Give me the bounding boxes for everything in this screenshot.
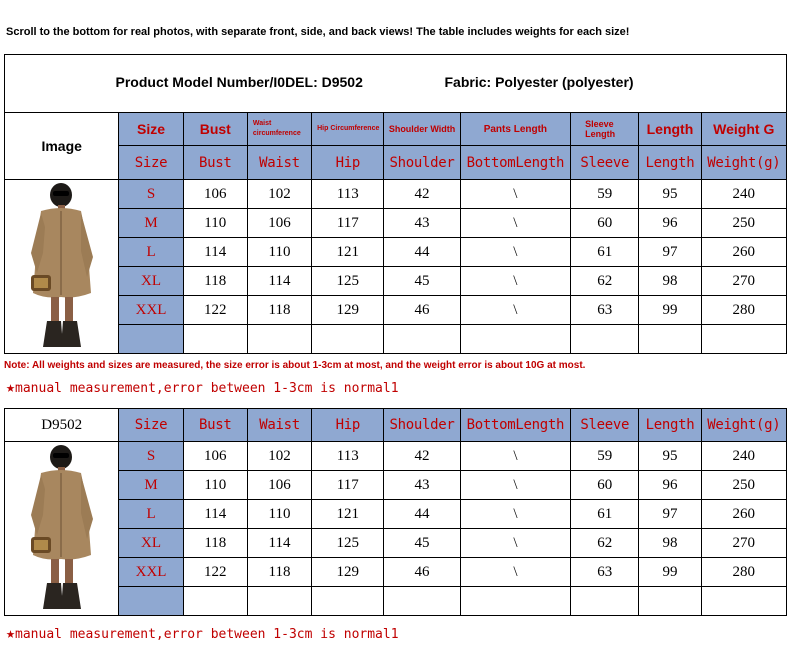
length-cell: 99 xyxy=(639,558,701,587)
bust-cell: 106 xyxy=(183,442,247,471)
hdr-sleeve-cn: Sleeve Length xyxy=(571,113,639,146)
empty-cell xyxy=(119,587,183,616)
bottom-length-cell: \ xyxy=(460,500,570,529)
sleeve-cell: 62 xyxy=(571,529,639,558)
shoulder-cell: 45 xyxy=(384,267,460,296)
waist-cell: 114 xyxy=(247,529,311,558)
star-note-text: manual measurement,error between 1-3cm is normal1 xyxy=(15,381,399,396)
weight-cell: 280 xyxy=(701,558,786,587)
empty-cell xyxy=(639,325,701,354)
weight-cell: 270 xyxy=(701,529,786,558)
bust-cell: 110 xyxy=(183,209,247,238)
shoulder-cell: 42 xyxy=(384,180,460,209)
product-model: Product Model Number/I0DEL: D9502 xyxy=(115,73,363,90)
empty-cell xyxy=(571,587,639,616)
hip-cell: 129 xyxy=(312,558,384,587)
shoulder-cell: 43 xyxy=(384,471,460,500)
sleeve-cell: 60 xyxy=(571,209,639,238)
hdr-sleeve: Sleeve xyxy=(571,409,639,442)
weight-cell: 240 xyxy=(701,442,786,471)
length-cell: 96 xyxy=(639,471,701,500)
length-cell: 96 xyxy=(639,209,701,238)
hdr-bust: Bust xyxy=(183,146,247,180)
hip-cell: 117 xyxy=(312,471,384,500)
hip-cell: 125 xyxy=(312,267,384,296)
hdr-waist-cn: Waist circumference xyxy=(247,113,311,146)
sleeve-cell: 63 xyxy=(571,558,639,587)
hip-cell: 117 xyxy=(312,209,384,238)
model-photo-figure xyxy=(17,443,107,615)
shoulder-cell: 42 xyxy=(384,442,460,471)
size-table-2 xyxy=(4,408,787,616)
sleeve-cell: 61 xyxy=(571,238,639,267)
length-cell: 98 xyxy=(639,529,701,558)
hdr-sleeve: Sleeve xyxy=(571,146,639,180)
bottom-length-cell: \ xyxy=(460,296,570,325)
star-icon: ★ xyxy=(6,378,16,396)
size-cell: M xyxy=(119,471,183,500)
weight-cell: 280 xyxy=(701,296,786,325)
bottom-length-cell: \ xyxy=(460,180,570,209)
hdr-size-cn: Size xyxy=(119,113,183,146)
bottom-length-cell: \ xyxy=(460,267,570,296)
hdr-bust: Bust xyxy=(183,409,247,442)
size-table-1 xyxy=(4,54,787,354)
shoulder-cell: 44 xyxy=(384,500,460,529)
hdr-length: Length xyxy=(639,146,701,180)
hdr-shoulder-cn: Shoulder Width xyxy=(384,113,460,146)
title-row xyxy=(5,55,787,113)
waist-cell: 110 xyxy=(247,238,311,267)
empty-cell xyxy=(183,325,247,354)
bust-cell: 118 xyxy=(183,529,247,558)
hdr-shoulder: Shoulder xyxy=(384,409,460,442)
hdr-size: Size xyxy=(119,409,183,442)
waist-cell: 118 xyxy=(247,558,311,587)
model-photo xyxy=(5,442,119,616)
hdr-bottom-length: BottomLength xyxy=(460,146,570,180)
star-note-text: manual measurement,error between 1-3cm is normal1 xyxy=(15,627,399,642)
sleeve-cell: 63 xyxy=(571,296,639,325)
size-cell: XL xyxy=(119,267,183,296)
hdr-weight-cn: Weight G xyxy=(701,113,786,146)
empty-cell xyxy=(183,587,247,616)
weight-cell: 270 xyxy=(701,267,786,296)
hdr-hip: Hip xyxy=(312,146,384,180)
waist-cell: 110 xyxy=(247,500,311,529)
shoulder-cell: 44 xyxy=(384,238,460,267)
bottom-length-cell: \ xyxy=(460,471,570,500)
empty-cell xyxy=(384,587,460,616)
size-cell: XXL xyxy=(119,296,183,325)
bottom-length-cell: \ xyxy=(460,209,570,238)
sleeve-cell: 59 xyxy=(571,180,639,209)
hip-cell: 113 xyxy=(312,180,384,209)
weight-cell: 250 xyxy=(701,209,786,238)
hdr-weight: Weight(g) xyxy=(701,146,786,180)
empty-cell xyxy=(312,325,384,354)
model-number-label: D9502 xyxy=(5,409,119,442)
sleeve-cell: 60 xyxy=(571,471,639,500)
bust-cell: 122 xyxy=(183,296,247,325)
bust-cell: 114 xyxy=(183,500,247,529)
bust-cell: 118 xyxy=(183,267,247,296)
shoulder-cell: 43 xyxy=(384,209,460,238)
top-note: Scroll to the bottom for real photos, with separate front, side, and back views! The table includes weights for each size! xyxy=(6,26,630,38)
size-cell: S xyxy=(119,442,183,471)
bust-cell: 122 xyxy=(183,558,247,587)
waist-cell: 102 xyxy=(247,442,311,471)
empty-cell xyxy=(119,325,183,354)
hdr-weight: Weight(g) xyxy=(701,409,786,442)
model-photo xyxy=(5,180,119,354)
hdr-hip: Hip xyxy=(312,409,384,442)
bust-cell: 106 xyxy=(183,180,247,209)
size-cell: XL xyxy=(119,529,183,558)
hdr-pants-cn: Pants Length xyxy=(460,113,570,146)
fabric: Fabric: Polyester (polyester) xyxy=(444,73,634,90)
hip-cell: 121 xyxy=(312,500,384,529)
star-note-1 xyxy=(6,378,399,396)
image-label: Image xyxy=(5,113,119,180)
weight-cell: 240 xyxy=(701,180,786,209)
empty-cell xyxy=(460,325,570,354)
length-cell: 97 xyxy=(639,238,701,267)
weight-cell: 250 xyxy=(701,471,786,500)
hdr-bottom-length: BottomLength xyxy=(460,409,570,442)
bottom-length-cell: \ xyxy=(460,442,570,471)
star-icon: ★ xyxy=(6,624,16,642)
waist-cell: 102 xyxy=(247,180,311,209)
hip-cell: 121 xyxy=(312,238,384,267)
waist-cell: 106 xyxy=(247,471,311,500)
length-cell: 95 xyxy=(639,442,701,471)
sleeve-cell: 61 xyxy=(571,500,639,529)
hdr-length: Length xyxy=(639,409,701,442)
length-cell: 95 xyxy=(639,180,701,209)
weight-cell: 260 xyxy=(701,238,786,267)
model-photo-figure xyxy=(17,181,107,353)
waist-cell: 106 xyxy=(247,209,311,238)
sleeve-cell: 59 xyxy=(571,442,639,471)
hip-cell: 125 xyxy=(312,529,384,558)
empty-cell xyxy=(312,587,384,616)
hdr-bust-cn: Bust xyxy=(183,113,247,146)
star-note-2 xyxy=(6,624,399,642)
shoulder-cell: 46 xyxy=(384,296,460,325)
weight-cell: 260 xyxy=(701,500,786,529)
bust-cell: 110 xyxy=(183,471,247,500)
size-cell: XXL xyxy=(119,558,183,587)
waist-cell: 118 xyxy=(247,296,311,325)
bust-cell: 114 xyxy=(183,238,247,267)
bottom-length-cell: \ xyxy=(460,238,570,267)
shoulder-cell: 45 xyxy=(384,529,460,558)
size-cell: M xyxy=(119,209,183,238)
waist-cell: 114 xyxy=(247,267,311,296)
measurement-note: Note: All weights and sizes are measured, the size error is about 1-3cm at most, and the weight error is about 10G at most. xyxy=(4,360,586,371)
bottom-length-cell: \ xyxy=(460,558,570,587)
length-cell: 99 xyxy=(639,296,701,325)
empty-cell xyxy=(247,587,311,616)
bottom-length-cell: \ xyxy=(460,529,570,558)
empty-cell xyxy=(384,325,460,354)
empty-cell xyxy=(701,325,786,354)
empty-cell xyxy=(247,325,311,354)
size-cell: S xyxy=(119,180,183,209)
empty-cell xyxy=(460,587,570,616)
empty-cell xyxy=(701,587,786,616)
hdr-size: Size xyxy=(119,146,183,180)
size-cell: L xyxy=(119,238,183,267)
hdr-length-cn: Length xyxy=(639,113,701,146)
hip-cell: 129 xyxy=(312,296,384,325)
hdr-shoulder: Shoulder xyxy=(384,146,460,180)
hip-cell: 113 xyxy=(312,442,384,471)
hdr-hip-cn: Hip Circumference xyxy=(312,113,384,146)
empty-cell xyxy=(639,587,701,616)
shoulder-cell: 46 xyxy=(384,558,460,587)
hdr-waist: Waist xyxy=(247,409,311,442)
empty-cell xyxy=(571,325,639,354)
length-cell: 98 xyxy=(639,267,701,296)
length-cell: 97 xyxy=(639,500,701,529)
size-cell: L xyxy=(119,500,183,529)
sleeve-cell: 62 xyxy=(571,267,639,296)
hdr-waist: Waist xyxy=(247,146,311,180)
